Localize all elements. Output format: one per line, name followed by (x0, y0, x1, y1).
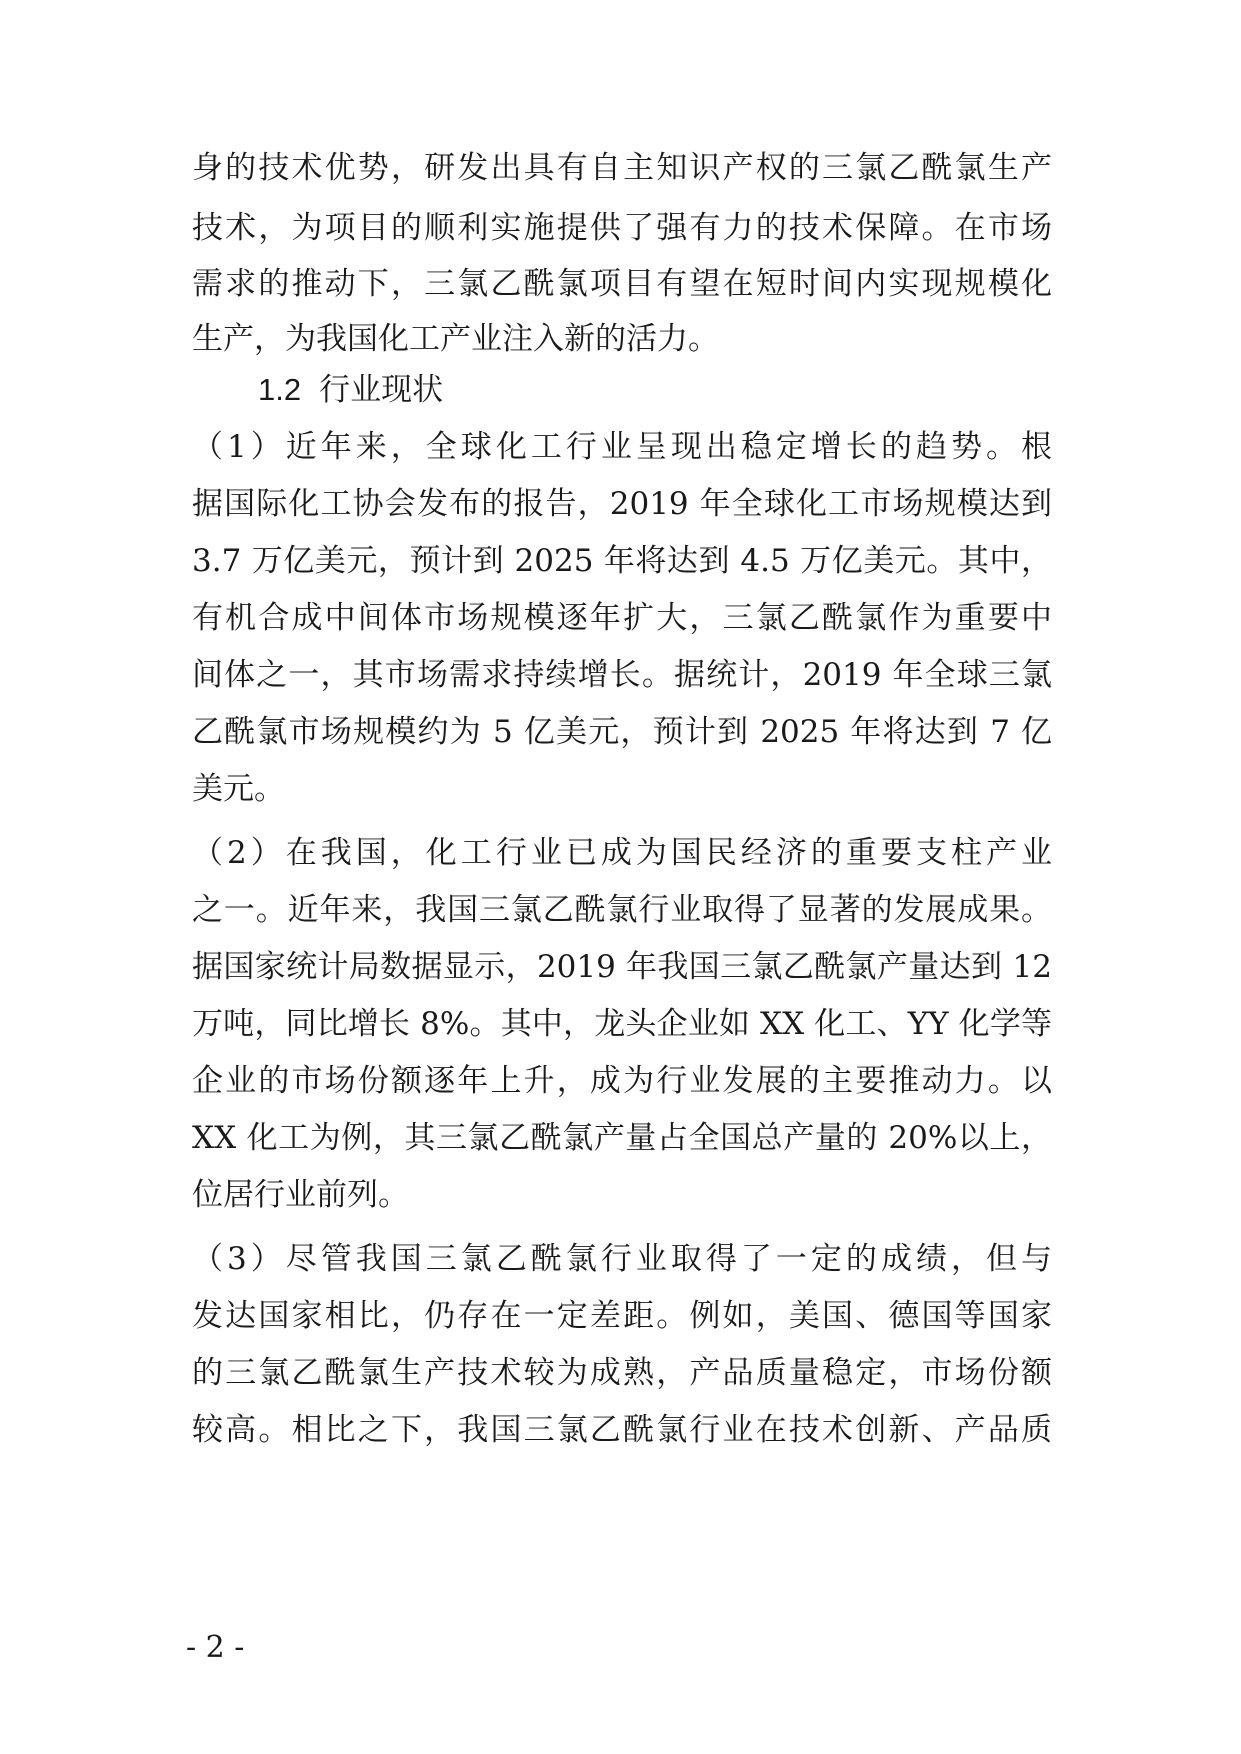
text-line: 万吨，同比增长 8%。其中，龙头企业如 XX 化工、YY 化学等 (192, 1006, 1052, 1042)
page-number: - 2 - (186, 1630, 245, 1665)
text-line: 间体之一，其市场需求持续增长。据统计，2019 年全球三氯 (192, 657, 1052, 693)
text-line: 企业的市场份额逐年上升，成为行业发展的主要推动力。以 (192, 1063, 1052, 1099)
text-line: 发达国家相比，仍存在一定差距。例如，美国、德国等国家 (192, 1298, 1052, 1334)
section-heading (258, 370, 443, 410)
text-line: 身的技术优势，研发出具有自主知识产权的三氯乙酰氯生产 (192, 150, 1052, 186)
text-line: 生产，为我国化工产业注入新的活力。 (192, 321, 719, 357)
text-line: （3）尽管我国三氯乙酰氯行业取得了一定的成绩，但与 (192, 1241, 1052, 1277)
section-number: 1.2 (258, 372, 302, 407)
text-line: 之一。近年来，我国三氯乙酰氯行业取得了显著的发展成果。 (192, 892, 1052, 928)
text-line: 据国家统计局数据显示，2019 年我国三氯乙酰氯产量达到 12 (192, 949, 1052, 985)
section-title: 行业现状 (319, 372, 444, 408)
text-line: 位居行业前列。 (192, 1177, 409, 1213)
text-line: 乙酰氯市场规模约为 5 亿美元，预计到 2025 年将达到 7 亿 (192, 714, 1052, 750)
text-line: 技术，为项目的顺利实施提供了强有力的技术保障。在市场 (192, 210, 1052, 246)
text-line: 3.7 万亿美元，预计到 2025 年将达到 4.5 万亿美元。其中， (192, 543, 1052, 579)
text-line: （2）在我国，化工行业已成为国民经济的重要支柱产业 (192, 835, 1052, 871)
text-line: XX 化工为例，其三氯乙酰氯产量占全国总产量的 20%以上， (192, 1120, 1052, 1156)
text-line: 较高。相比之下，我国三氯乙酰氯行业在技术创新、产品质 (192, 1412, 1052, 1448)
text-line: 的三氯乙酰氯生产技术较为成熟，产品质量稳定，市场份额 (192, 1355, 1052, 1391)
text-line: 美元。 (192, 771, 285, 807)
text-line: 需求的推动下，三氯乙酰氯项目有望在短时间内实现规模化 (192, 266, 1052, 302)
text-line: 有机合成中间体市场规模逐年扩大，三氯乙酰氯作为重要中 (192, 600, 1052, 636)
text-line: （1）近年来，全球化工行业呈现出稳定增长的趋势。根 (192, 429, 1052, 465)
text-line: 据国际化工协会发布的报告，2019 年全球化工市场规模达到 (192, 486, 1052, 522)
